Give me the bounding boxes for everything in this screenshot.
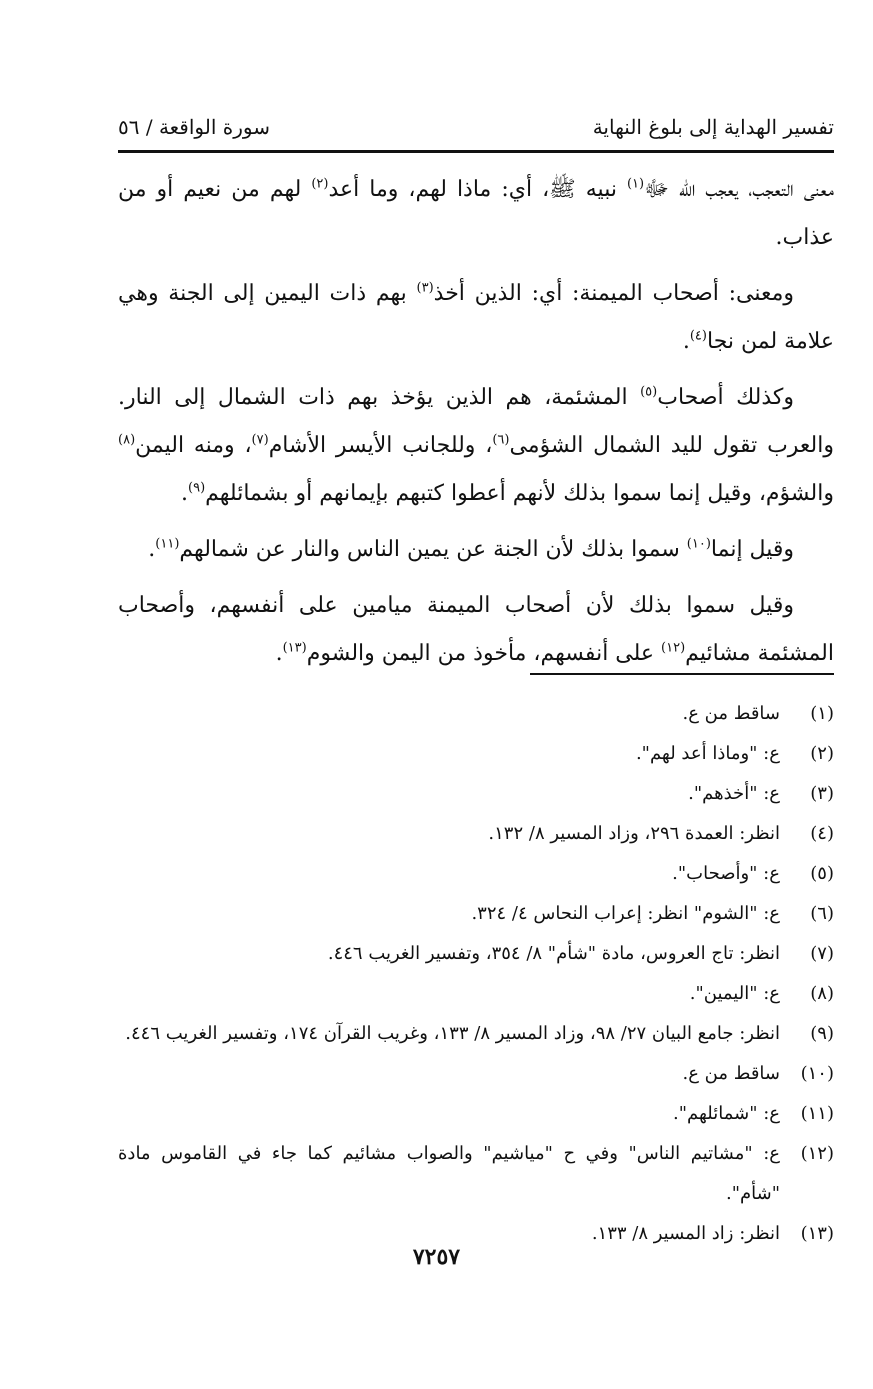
text-segment: ، ومنه اليمن bbox=[135, 433, 252, 458]
footnote-text: انظر: جامع البيان ٢٧/ ٩٨، وزاد المسير ٨/ ١٣٣، وغريب القرآن ١٧٤، وتفسير الغريب ٤٤٦. bbox=[125, 1023, 780, 1044]
text-segment: المشئمة، هم الذين يؤخذ بهم ذات الشمال إلى النار. والعرب تقول لليد الشمال الشؤمى bbox=[118, 385, 834, 458]
footnote-ref: (٥) bbox=[640, 384, 658, 400]
footnote-number: (٥) bbox=[810, 863, 834, 884]
paragraph-2 bbox=[118, 270, 834, 366]
footnote-text: انظر: العمدة ٢٩٦، وزاد المسير ٨/ ١٣٢. bbox=[488, 823, 780, 844]
running-header bbox=[118, 104, 834, 150]
text-segment: معنى التعجب، يعجب الله ﷻ bbox=[644, 177, 834, 202]
footnote-text: انظر: زاد المسير ٨/ ١٣٣. bbox=[591, 1223, 780, 1244]
footnote-number: (١٠) bbox=[800, 1063, 834, 1084]
footnote-ref: (١٣) bbox=[282, 640, 307, 656]
footnote-number: (١٣) bbox=[800, 1223, 834, 1244]
footnote-item bbox=[118, 1134, 834, 1214]
footnote-number: (٩) bbox=[810, 1023, 834, 1044]
footnote-number: (٦) bbox=[810, 903, 834, 924]
footnote-item bbox=[118, 974, 834, 1014]
text-segment: وقيل سموا بذلك لأن أصحاب الميمنة ميامين على أنفسهم، وأصحاب المشئمة مشائيم bbox=[118, 593, 834, 666]
text-segment: والشؤم، وقيل إنما سموا بذلك لأنهم أعطوا كتبهم بإيمانهم أو بشمائلهم bbox=[205, 481, 834, 506]
footnote-item bbox=[118, 1094, 834, 1134]
footnote-text: ع: "وأصحاب". bbox=[672, 863, 780, 884]
footnote-number: (١١) bbox=[800, 1103, 834, 1124]
footnote-item bbox=[118, 1054, 834, 1094]
paragraph-5 bbox=[118, 582, 834, 678]
footnote-ref: (٧) bbox=[251, 432, 269, 448]
footnote-item bbox=[118, 774, 834, 814]
footnote-ref: (٢) bbox=[311, 176, 329, 192]
footnote-ref: (٣) bbox=[416, 280, 434, 296]
page-number: ٧٢٥٧ bbox=[412, 1244, 461, 1270]
footnote-text: ع: "اليمين". bbox=[689, 983, 780, 1004]
footnote-item bbox=[118, 934, 834, 974]
footnote-text: ع: "شمائلهم". bbox=[672, 1103, 780, 1124]
footnote-ref: (٩) bbox=[188, 480, 206, 496]
footnote-number: (٧) bbox=[810, 943, 834, 964]
footnote-number: (١٢) bbox=[800, 1143, 834, 1164]
text-segment: . bbox=[682, 329, 690, 354]
footnote-number: (٤) bbox=[810, 823, 834, 844]
main-text bbox=[118, 166, 834, 686]
footnote-text: ع: "الشوم" انظر: إعراب النحاس ٤/ ٣٢٤. bbox=[471, 903, 780, 924]
text-segment: بهم ذات اليمين إلى الجنة وهي علامة لمن نجا bbox=[118, 281, 834, 354]
text-segment: ، وللجانب الأيسر الأشام bbox=[268, 433, 493, 458]
text-segment: لهم من نعيم أو من عذاب. bbox=[118, 177, 834, 250]
text-segment: وقيل إنما bbox=[710, 537, 794, 562]
footnote-text: ساقط من ع. bbox=[682, 703, 780, 724]
paragraph-3 bbox=[118, 374, 834, 518]
footnote-item bbox=[118, 734, 834, 774]
footnote-ref: (١٢) bbox=[661, 640, 686, 656]
footnote-text: ع: "مشاتيم الناس" وفي ح "مياشيم" والصواب مشائيم كما جاء في القاموس مادة "شأم". bbox=[118, 1143, 780, 1204]
footnote-text: ع: "أخذهم". bbox=[688, 783, 780, 804]
footnote-item bbox=[118, 894, 834, 934]
footnotes-list bbox=[118, 694, 834, 1254]
text-segment: . bbox=[275, 641, 283, 666]
footnote-ref: (٦) bbox=[492, 432, 510, 448]
footnote-item bbox=[118, 1014, 834, 1054]
footnote-ref: (١٠) bbox=[686, 536, 711, 552]
text-segment: على أنفسهم، مأخوذ من اليمن والشوم bbox=[306, 641, 662, 666]
footnote-number: (٢) bbox=[810, 743, 834, 764]
footnote-ref: (١) bbox=[626, 176, 645, 192]
text-segment: وكذلك أصحاب bbox=[657, 385, 795, 410]
footnote-text: ع: "وماذا أعد لهم". bbox=[635, 743, 780, 764]
footnote-number: (١) bbox=[810, 703, 834, 724]
footnote-ref: (١١) bbox=[155, 536, 180, 552]
footnote-item bbox=[118, 814, 834, 854]
footnote-ref: (٨) bbox=[118, 432, 136, 448]
text-segment: ومعنى: أصحاب الميمنة: أي: الذين أخذ bbox=[433, 281, 794, 306]
text-segment: سموا بذلك لأن الجنة عن يمين الناس والنار عن شمالهم bbox=[179, 537, 687, 562]
header-rule bbox=[118, 150, 834, 153]
footnote-number: (٨) bbox=[810, 983, 834, 1004]
footnote-item bbox=[118, 694, 834, 734]
book-title: تفسير الهداية إلى بلوغ النهاية bbox=[592, 115, 834, 139]
footnote-item bbox=[118, 854, 834, 894]
footnote-number: (٣) bbox=[810, 783, 834, 804]
footnote-text: ساقط من ع. bbox=[682, 1063, 780, 1084]
text-segment: نبيه ﷺ، أي: ماذا لهم، وما أعد bbox=[328, 177, 627, 202]
text-segment: . bbox=[181, 481, 188, 506]
surah-page-label: سورة الواقعة / ٥٦ bbox=[118, 115, 270, 139]
footnote-separator bbox=[530, 673, 834, 675]
text-segment: . bbox=[148, 537, 156, 562]
footnote-text: انظر: تاج العروس، مادة "شأم" ٨/ ٣٥٤، وتفسير الغريب ٤٤٦. bbox=[327, 943, 780, 964]
footnote-ref: (٤) bbox=[689, 328, 707, 344]
paragraph-1 bbox=[118, 166, 834, 262]
paragraph-4 bbox=[118, 526, 834, 574]
